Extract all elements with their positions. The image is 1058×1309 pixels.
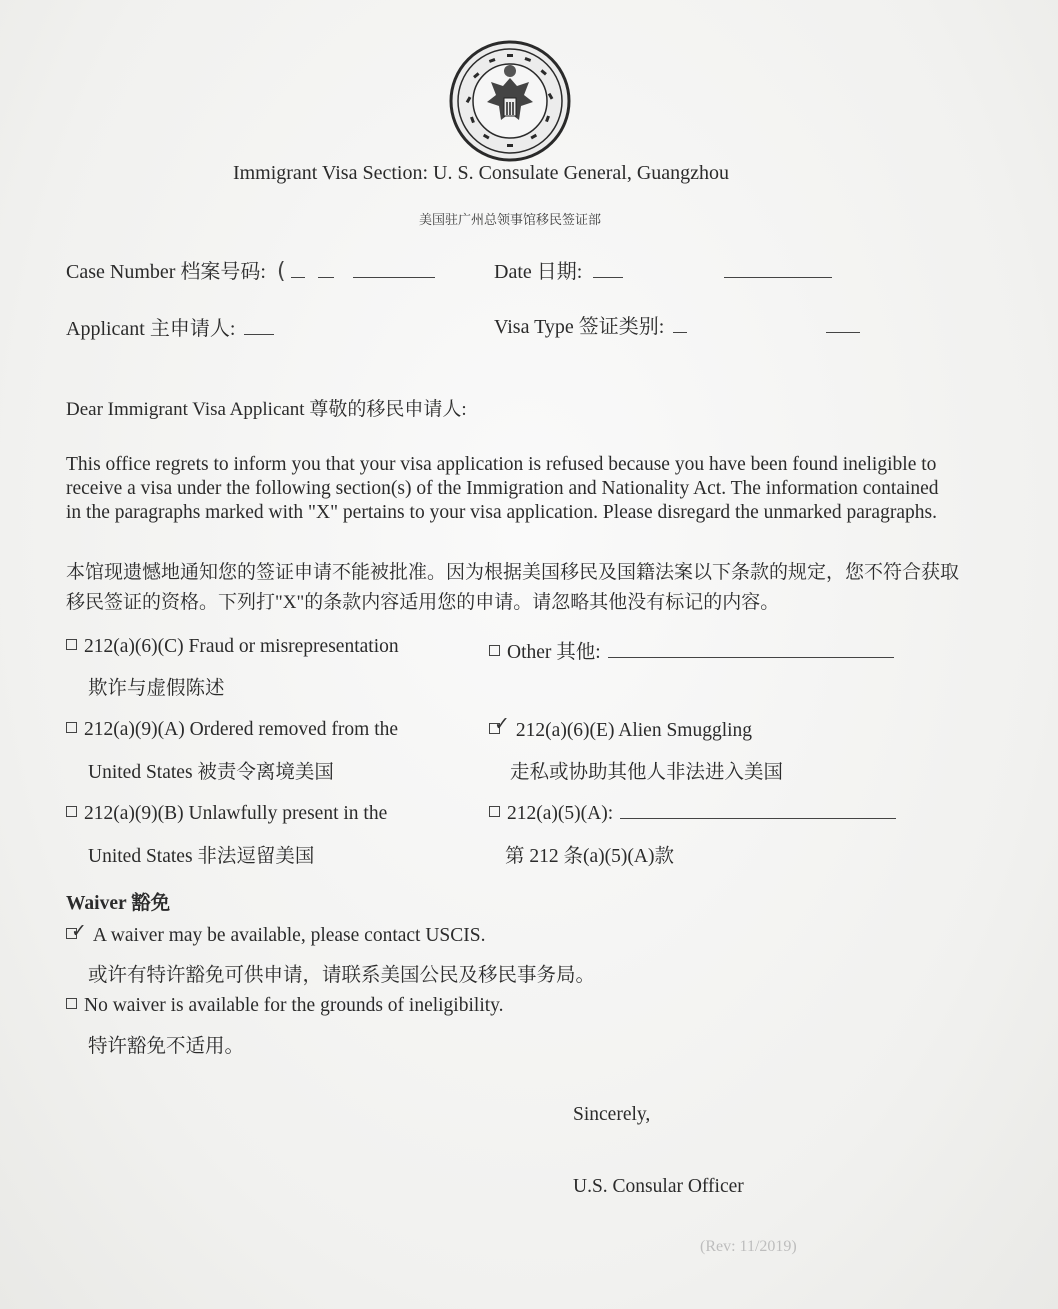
section-title: Immigrant Visa Section: U. S. Consulate General, Guangzhou <box>232 162 730 184</box>
option-fraud-cn: 欺诈与虚假陈述 <box>88 678 225 699</box>
checkbox[interactable] <box>66 639 77 650</box>
closing-sincerely: Sincerely, <box>573 1104 651 1125</box>
case-number-handwritten: ( <box>276 259 286 284</box>
option-other: Other 其他: <box>489 636 894 664</box>
body-paragraph-en: This office regrets to inform you that your visa application is refused because you have been found ineligible to receive a visa under the following section(s) of the Immigration and Nationality Act. The information contained in the paragraphs marked with "X" pertains to your visa application. Please disregard the unmarked paragraphs. <box>66 454 939 523</box>
option-alien-smuggling-cn: 走私或协助其他人非法进入美国 <box>510 762 784 783</box>
check-mark-icon: ✓ <box>494 713 510 735</box>
option-fraud: 212(a)(6)(C) Fraud or misrepresentation <box>66 636 399 658</box>
case-number-label: Case Number 档案号码: <box>66 261 266 283</box>
option-ordered-removed-cn: United States 被责令离境美国 <box>88 762 334 783</box>
case-number-blank <box>291 276 305 278</box>
date-blank <box>724 276 832 278</box>
visa-type-field <box>494 310 860 339</box>
salutation: Dear Immigrant Visa Applicant 尊敬的移民申请人: <box>66 399 467 420</box>
checkbox[interactable] <box>489 806 500 817</box>
checkbox[interactable] <box>489 645 500 656</box>
department-of-state-seal-icon <box>449 40 571 162</box>
option-unlawfully-present: 212(a)(9)(B) Unlawfully present in the <box>66 803 387 825</box>
checkbox[interactable] <box>66 998 77 1009</box>
option-alien-smuggling: ✓ 212(a)(6)(E) Alien Smuggling <box>489 719 752 742</box>
checkbox[interactable] <box>66 806 77 817</box>
applicant-blank <box>244 333 274 335</box>
option-212a5a: 212(a)(5)(A): <box>489 803 896 825</box>
signer-title: U.S. Consular Officer <box>573 1176 744 1197</box>
visa-type-label: Visa Type 签证类别: <box>494 316 665 338</box>
date-blank <box>593 276 623 278</box>
check-mark-icon: ✓ <box>71 920 87 942</box>
option-212a5a-cn: 第 212 条(a)(5)(A)款 <box>505 846 674 867</box>
case-number-field <box>66 255 435 284</box>
body-paragraph-cn: 本馆现遗憾地通知您的签证申请不能被批准。因为根据美国移民及国籍法案以下条款的规定，您不符合获取移民签证的资格。下列打"X"的条款内容适用您的申请。请忽略其他没有标记的内容。 <box>66 562 960 613</box>
waiver-available-cn: 或许有特许豁免可供申请，请联系美国公民及移民事务局。 <box>88 965 596 986</box>
case-number-blank <box>353 276 435 278</box>
checkbox[interactable] <box>66 722 77 733</box>
waiver-heading: Waiver 豁免 <box>66 893 171 914</box>
date-label: Date 日期: <box>494 261 583 283</box>
case-number-blank <box>318 276 334 278</box>
option-unlawfully-present-cn: United States 非法逗留美国 <box>88 846 315 867</box>
no-waiver-cn: 特许豁免不适用。 <box>88 1036 245 1057</box>
visa-type-blank <box>673 331 687 333</box>
date-field <box>494 255 832 284</box>
applicant-field <box>66 312 274 341</box>
other-blank <box>608 656 894 658</box>
no-waiver-option: No waiver is available for the grounds of ineligibility. <box>66 995 504 1017</box>
revision-note: (Rev: 11/2019) <box>700 1238 797 1255</box>
section-title-cn: 美国驻广州总领事馆移民签证部 <box>418 213 601 228</box>
applicant-label: Applicant 主申请人: <box>66 318 236 340</box>
waiver-available-option: ✓ A waiver may be available, please contact USCIS. <box>66 924 486 947</box>
212a5a-blank <box>620 817 896 819</box>
option-ordered-removed: 212(a)(9)(A) Ordered removed from the <box>66 719 398 741</box>
visa-type-blank <box>826 331 860 333</box>
